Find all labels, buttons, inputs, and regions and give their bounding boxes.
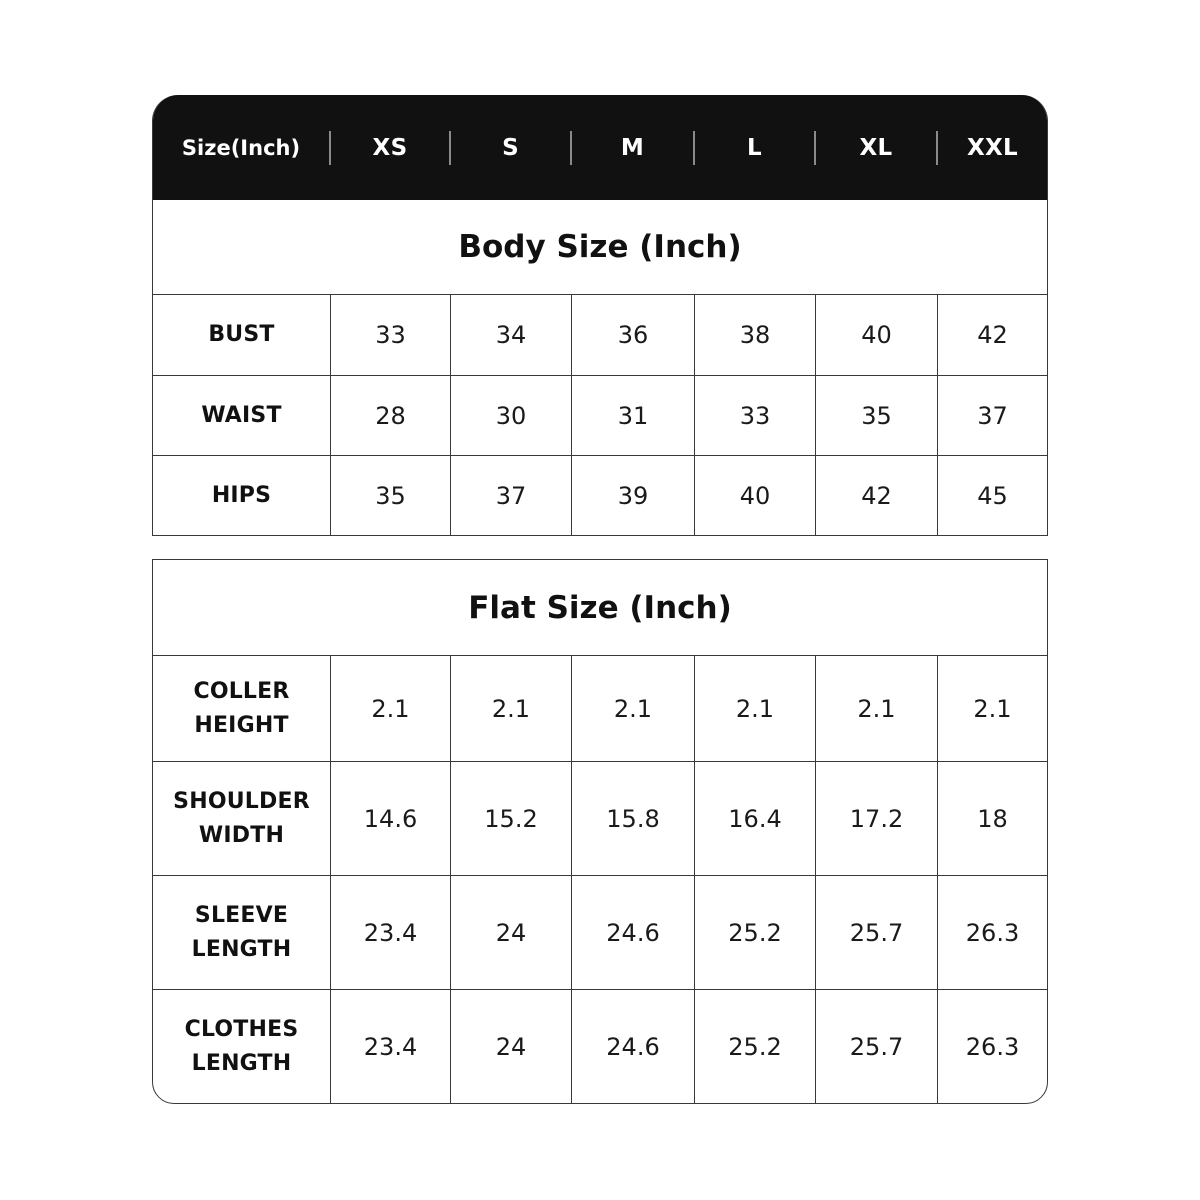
- row-label-line: CLOTHES: [184, 1016, 299, 1042]
- value-cell: 39: [571, 456, 694, 535]
- value-cell: 35: [330, 456, 450, 535]
- value-cell: 14.6: [330, 762, 450, 875]
- value-cell: 25.7: [815, 876, 937, 989]
- row-label-line: LENGTH: [191, 1050, 292, 1076]
- size-header-m: M: [620, 134, 645, 161]
- value-cell: 24.6: [571, 876, 694, 989]
- value-cell: 2.1: [937, 656, 1047, 761]
- table-row-sleeve-length: [153, 875, 1047, 989]
- value-cell: 16.4: [694, 762, 815, 875]
- size-header-xxl: XXL: [966, 134, 1019, 161]
- row-label-line: HEIGHT: [194, 712, 289, 738]
- value-cell: 24: [450, 876, 571, 989]
- body-size-table: [152, 95, 1048, 536]
- table-row-clothes-length: [153, 989, 1047, 1103]
- row-label: WAIST: [201, 402, 282, 428]
- value-cell: 2.1: [450, 656, 571, 761]
- value-cell: 2.1: [330, 656, 450, 761]
- value-cell: 23.4: [330, 990, 450, 1103]
- value-cell: 38: [694, 295, 815, 375]
- flat-size-table: [152, 559, 1048, 1104]
- value-cell: 33: [330, 295, 450, 375]
- value-cell: 42: [937, 295, 1047, 375]
- value-cell: 36: [571, 295, 694, 375]
- value-cell: 25.7: [815, 990, 937, 1103]
- value-cell: 40: [815, 295, 937, 375]
- value-cell: 25.2: [694, 990, 815, 1103]
- value-cell: 25.2: [694, 876, 815, 989]
- row-label: [193, 675, 289, 743]
- value-cell: 40: [694, 456, 815, 535]
- row-label-line: SLEEVE: [194, 902, 289, 928]
- value-cell: 42: [815, 456, 937, 535]
- row-label-line: COLLER: [193, 678, 290, 704]
- row-label: [192, 899, 292, 967]
- value-cell: 45: [937, 456, 1047, 535]
- value-cell: 30: [450, 376, 571, 455]
- table-row-hips: [153, 455, 1047, 535]
- row-label: [185, 1013, 299, 1081]
- row-label: HIPS: [211, 482, 272, 508]
- row-label-line: LENGTH: [191, 936, 292, 962]
- value-cell: 15.8: [571, 762, 694, 875]
- value-cell: 2.1: [571, 656, 694, 761]
- flat-size-title: Flat Size (Inch): [468, 589, 732, 626]
- value-cell: 2.1: [694, 656, 815, 761]
- size-unit-header: Size(Inch): [181, 135, 301, 160]
- value-cell: 31: [571, 376, 694, 455]
- row-label: [173, 785, 310, 853]
- value-cell: 26.3: [937, 990, 1047, 1103]
- value-cell: 17.2: [815, 762, 937, 875]
- value-cell: 33: [694, 376, 815, 455]
- size-header-l: L: [747, 134, 762, 161]
- value-cell: 24.6: [571, 990, 694, 1103]
- size-header-xl: XL: [859, 134, 893, 161]
- row-label-line: SHOULDER: [173, 788, 310, 814]
- size-header-row: [152, 95, 1048, 200]
- value-cell: 2.1: [815, 656, 937, 761]
- value-cell: 37: [450, 456, 571, 535]
- table-row-shoulder-width: [153, 761, 1047, 875]
- value-cell: 18: [937, 762, 1047, 875]
- size-header-xs: XS: [372, 134, 408, 161]
- value-cell: 23.4: [330, 876, 450, 989]
- table-row-coller-height: [153, 655, 1047, 761]
- table-row-waist: [153, 375, 1047, 455]
- value-cell: 34: [450, 295, 571, 375]
- table-row-bust: [153, 294, 1047, 375]
- value-cell: 26.3: [937, 876, 1047, 989]
- size-header-s: S: [502, 134, 519, 161]
- value-cell: 28: [330, 376, 450, 455]
- body-size-title: Body Size (Inch): [458, 229, 742, 265]
- value-cell: 15.2: [450, 762, 571, 875]
- row-label-line: WIDTH: [198, 822, 285, 848]
- value-cell: 35: [815, 376, 937, 455]
- row-label: BUST: [208, 322, 275, 347]
- value-cell: 24: [450, 990, 571, 1103]
- value-cell: 37: [937, 376, 1047, 455]
